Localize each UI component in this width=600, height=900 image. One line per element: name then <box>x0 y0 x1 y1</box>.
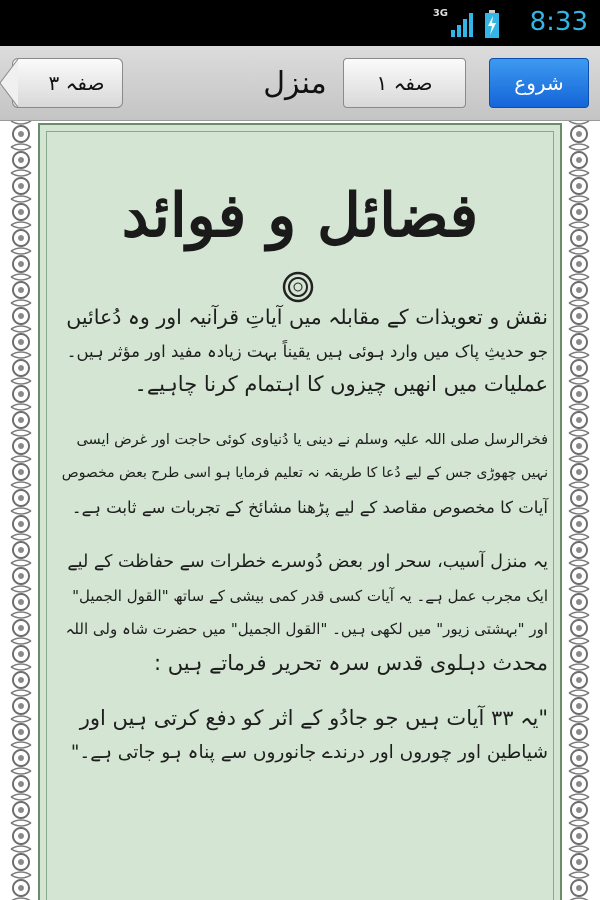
decorative-border-right <box>564 121 594 900</box>
text-line: نہیں چھوڑی جس کے لیے دُعا کا طریقہ نہ تعلیم فرمایا ہو اسی طرح بعض مخصوص <box>61 465 548 481</box>
text-line: جو حدیثِ پاک میں وارد ہوئی ہیں یقیناً بہت زیادہ مفید اور مؤثر ہیں۔ <box>66 341 548 361</box>
paragraph <box>62 301 548 402</box>
signal-icon <box>450 12 476 38</box>
text-line: اور "بہشتی زیور" میں لکھی ہیں۔ "القول الجمیل" میں حضرت شاہ ولی اللہ <box>65 620 548 638</box>
page-heading: فضائل و فوائد <box>121 181 479 251</box>
text-line: محدث دہلوی قدس سرہ تحریر فرماتے ہیں : <box>154 650 548 675</box>
next-page-label: صفہ ٣ <box>48 71 105 95</box>
start-label: شروع <box>514 71 564 95</box>
clock: 8:33 <box>529 7 588 37</box>
text-line: آیات کا مخصوص مقاصد کے لیے پڑھنا مشائخ کے تجربات سے ثابت ہے۔ <box>71 497 548 517</box>
status-bar <box>0 0 600 46</box>
start-button[interactable] <box>489 58 589 108</box>
paragraph <box>62 546 548 680</box>
page-view[interactable] <box>0 121 600 900</box>
text-line: فخرالرسل صلی اللہ علیہ وسلم نے دینی یا دُنیاوی کوئی حاجت اور غرض ایسی <box>76 431 548 448</box>
network-type: 3G <box>432 8 448 19</box>
text-line: عملیات میں انھیں چیزوں کا اہتمام کرنا چاہیے۔ <box>134 372 548 396</box>
paragraph <box>62 424 548 525</box>
toolbar <box>0 46 600 121</box>
battery-charging-icon <box>484 10 500 38</box>
back-arrow-shape <box>0 58 19 108</box>
ornament-icon <box>282 271 314 303</box>
next-page-button[interactable] <box>12 58 123 108</box>
text-line: یہ منزل آسیب، سحر اور بعض دُوسرے خطرات سے حفاظت کے لیے <box>67 552 548 572</box>
text-line: "یہ ٣٣ آیات ہیں جو جادُو کے اثر کو دفع کرتی ہیں اور <box>79 706 548 730</box>
paragraph <box>62 702 548 769</box>
body-text <box>62 301 548 791</box>
toolbar-title: منزل <box>263 65 327 101</box>
status-icons <box>433 8 500 38</box>
previous-page-label: صفہ ١ <box>376 71 433 95</box>
decorative-border-left <box>6 121 36 900</box>
text-line: شیاطین اور چوروں اور درندے جانوروں سے پناہ ہو جاتی ہے۔" <box>70 741 548 763</box>
previous-page-button[interactable] <box>343 58 466 108</box>
text-line: نقش و تعویذات کے مقابلہ میں آیاتِ قرآنیہ اور وہ دُعائیں <box>66 305 548 329</box>
text-line: ایک مجرب عمل ہے۔ یہ آیات کسی قدر کمی بیشی کے ساتھ "القول الجمیل" <box>72 586 548 605</box>
content-panel <box>38 123 562 900</box>
